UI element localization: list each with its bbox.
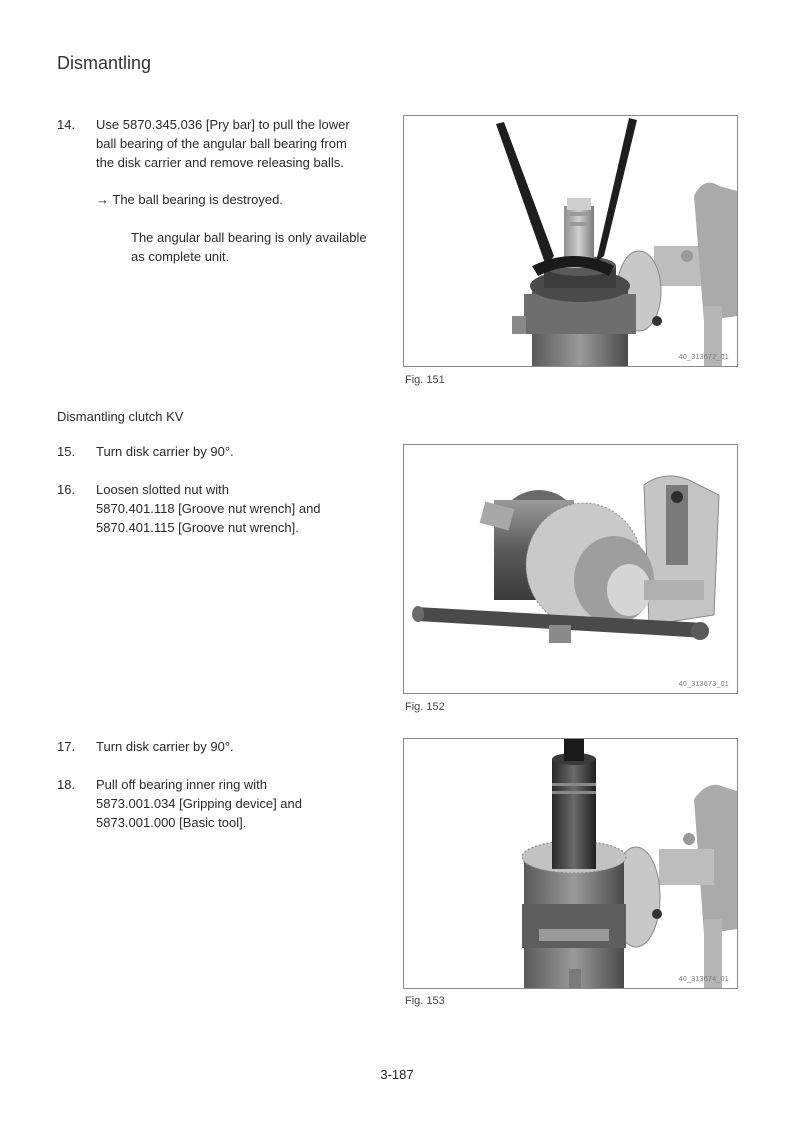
section-heading: Dismantling clutch KV bbox=[57, 409, 184, 424]
figure-151 bbox=[403, 115, 738, 367]
groove-nut-wrench-illustration bbox=[404, 445, 737, 693]
step-number: 16. bbox=[57, 482, 76, 497]
page-title: Dismantling bbox=[57, 53, 152, 73]
figure-152 bbox=[403, 444, 738, 694]
figure-caption: Fig. 151 bbox=[405, 374, 445, 386]
step-number: 17. bbox=[57, 739, 76, 754]
figure-code: 40_313674_01 bbox=[678, 976, 729, 983]
figure-caption: Fig. 153 bbox=[405, 995, 445, 1007]
page-number: 3-187 bbox=[380, 1067, 414, 1082]
step-text: Turn disk carrier by 90°. bbox=[96, 444, 234, 459]
step-text: Turn disk carrier by 90°. bbox=[96, 739, 234, 754]
step-number: 14. bbox=[57, 117, 76, 132]
step-text: Use 5870.345.036 [Pry bar] to pull the lower ball bearing of the angular ball bearing from the disk carrier and remove releasing balls. bbox=[96, 117, 350, 170]
pry-bar-illustration bbox=[404, 116, 737, 366]
figure-caption: Fig. 152 bbox=[405, 701, 445, 713]
step-number: 15. bbox=[57, 444, 76, 459]
step-text: Pull off bearing inner ring with 5873.001.034 [Gripping device] and 5873.001.000 [Basic tool]. bbox=[96, 777, 302, 830]
step-text: Loosen slotted nut with 5870.401.118 [Groove nut wrench] and 5870.401.115 [Groove nut wrench]. bbox=[96, 482, 321, 535]
figure-code: 40_313673_01 bbox=[678, 681, 729, 688]
step-note: The angular ball bearing is only available as complete unit. bbox=[131, 230, 367, 264]
step-number: 18. bbox=[57, 777, 76, 792]
figure-code: 40_313672_01 bbox=[678, 354, 729, 361]
step-result: → The ball bearing is destroyed. bbox=[96, 192, 283, 207]
figure-153 bbox=[403, 738, 738, 989]
gripping-device-illustration bbox=[404, 739, 737, 988]
